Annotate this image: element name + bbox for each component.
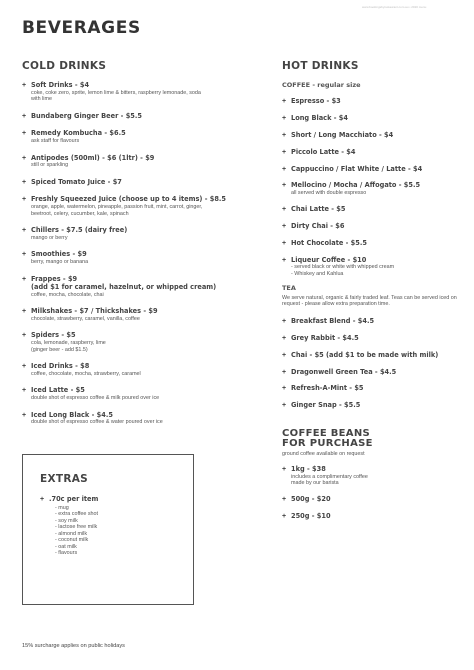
menu-item-name: Cappuccino / Flat White / Latte - $4 [291, 164, 423, 173]
tea-list [282, 317, 460, 410]
menu-item-name: Milkshakes - $7 / Thickshakes - $9 [31, 307, 158, 316]
menu-item [282, 97, 460, 106]
bullet-icon: + [22, 275, 27, 283]
page-title: BEVERAGES [22, 18, 141, 38]
menu-item-description: berry, mango or banana [31, 258, 89, 265]
menu-item-description: - Whiskey and Kahlua [291, 270, 344, 277]
menu-item-description: still or sparkling [31, 162, 69, 169]
bullet-icon: + [282, 385, 287, 393]
menu-item-description: ask staff for flavours [31, 137, 80, 144]
bullet-icon: + [22, 411, 27, 419]
menu-item [22, 362, 257, 377]
extras-list-item: - lactose free milk [55, 524, 98, 531]
bullet-icon: + [282, 351, 287, 359]
coffee-list [282, 97, 460, 277]
bullet-icon: + [22, 363, 27, 371]
menu-item-description: mango or berry [31, 234, 68, 241]
bullet-icon: + [282, 114, 287, 122]
menu-item-name: Hot Chocolate - $5.5 [291, 238, 367, 247]
bullet-icon: + [22, 251, 27, 259]
menu-item-name: Long Black - $4 [291, 113, 348, 122]
bullet-icon: + [22, 227, 27, 235]
menu-item [22, 275, 257, 299]
menu-item-name: Dragonwell Green Tea - $4.5 [291, 367, 397, 376]
menu-item-name: Freshly Squeezed Juice (choose up to 4 items) - $8.5 [31, 195, 227, 204]
cold-drinks-list [22, 81, 257, 426]
bullet-icon: + [282, 402, 287, 410]
menu-item-name: 250g - $10 [291, 511, 331, 520]
menu-item [282, 351, 460, 360]
bullet-icon: + [282, 131, 287, 139]
coffee-subheading: COFFEE - regular size [282, 81, 361, 89]
extras-heading: EXTRAS [40, 473, 89, 485]
menu-item [282, 222, 460, 231]
bullet-icon: + [40, 496, 45, 503]
bullet-icon: + [22, 112, 27, 120]
menu-item-description: beetroot, celery, cucumber, kale, spinach [31, 210, 129, 217]
menu-item-description: chocolate, strawberry, caramel, vanilla, coffee [31, 315, 140, 322]
menu-item-name: Iced Latte - $5 [31, 386, 85, 395]
menu-item [282, 148, 460, 157]
extras-list-item: - almond milk [55, 530, 88, 537]
menu-item [282, 334, 460, 343]
menu-item-name: Chai - $5 (add $1 to be made with milk) [291, 350, 439, 359]
menu-item [282, 368, 460, 377]
menu-item-name: Ginger Snap - $5.5 [291, 401, 361, 410]
menu-item-name: Mellocino / Mocha / Affogato - $5.5 [291, 181, 421, 190]
menu-item-description: includes a complimentary coffee [291, 473, 368, 480]
bullet-icon: + [22, 82, 27, 89]
menu-item [22, 195, 257, 217]
menu-item-name: Grey Rabbit - $4.5 [291, 333, 359, 342]
menu-item [282, 401, 460, 410]
bullet-icon: + [22, 332, 27, 340]
menu-item-name: Spiced Tomato Juice - $7 [31, 177, 122, 186]
bullet-icon: + [282, 256, 287, 264]
menu-item-name: Breakfast Blend - $4.5 [291, 316, 375, 325]
menu-item-name: Piccolo Latte - $4 [291, 147, 356, 156]
bullet-icon: + [282, 334, 287, 342]
menu-item-description: double shot of espresso coffee & water poured over ice [31, 419, 163, 426]
extras-list-item: - coconut milk [55, 537, 89, 544]
menu-item-description: orange, apple, watermelon, pineapple, passion fruit, mint, carrot, ginger, [31, 203, 203, 210]
bullet-icon: + [282, 182, 287, 190]
menu-item [22, 112, 257, 121]
bullet-icon: + [282, 98, 287, 105]
menu-item-name: Bundaberg Ginger Beer - $5.5 [31, 111, 142, 120]
bullet-icon: + [282, 148, 287, 156]
extras-item [40, 495, 190, 557]
menu-item [282, 114, 460, 123]
menu-item [22, 81, 257, 103]
menu-item [22, 411, 257, 426]
menu-item-name: Dirty Chai - $6 [291, 221, 345, 230]
header-note: www.bookingsbyrestaurant.com.au • 2020 menu [362, 5, 427, 9]
menu-item [282, 205, 460, 214]
bullet-icon: + [282, 368, 287, 376]
menu-item [282, 256, 460, 278]
menu-item-description: coke, coke zero, sprite, lemon lime & bitters, raspberry lemonade, soda [31, 89, 201, 96]
menu-item-description: all served with double espresso [291, 190, 367, 197]
menu-item-name: 500g - $20 [291, 495, 331, 503]
coffee-beans-section [282, 429, 460, 521]
extras-list-item: - oat milk [55, 543, 77, 550]
menu-item [282, 239, 460, 248]
extras-list-item: - mug [55, 504, 69, 511]
bullet-icon: + [282, 496, 287, 503]
tea-subheading: TEA [282, 283, 296, 292]
menu-item [22, 307, 257, 322]
menu-item-description: coffee, mocha, chocolate, chai [31, 291, 104, 298]
menu-item-description: cola, lemonade, raspberry, lime [31, 340, 106, 347]
menu-item-name: Iced Long Black - $4.5 [31, 410, 113, 419]
menu-item-name: Chillers - $7.5 (dairy free) [31, 226, 128, 235]
cold-drinks-heading: COLD DRINKS [22, 60, 107, 72]
bullet-icon: + [282, 239, 287, 247]
menu-item-description: coffee, chocolate, mocha, strawberry, caramel [31, 370, 141, 377]
extras-list [49, 505, 190, 557]
menu-item-description: - served black or white with whipped cream [291, 264, 395, 271]
extras-box [22, 454, 194, 605]
bullet-icon: + [282, 165, 287, 173]
bullet-icon: + [282, 317, 287, 325]
menu-item-description: (ginger beer - add $1.5) [31, 346, 88, 353]
bullet-icon: + [22, 178, 27, 186]
menu-item-name: Antipodes (500ml) - $6 (1ltr) - $9 [31, 153, 155, 162]
cold-drinks-section [22, 60, 257, 435]
menu-item [282, 465, 460, 487]
menu-item [22, 178, 257, 187]
menu-item-description: with lime [31, 96, 52, 103]
menu-item [22, 386, 257, 401]
coffee-beans-note: ground coffee available on request [282, 450, 365, 457]
menu-item-name-extra: (add $1 for caramel, hazelnut, or whipped cream) [31, 283, 217, 292]
bullet-icon: + [22, 308, 27, 316]
menu-item-name: Remedy Kombucha - $6.5 [31, 129, 126, 138]
menu-item [282, 131, 460, 140]
menu-item [282, 317, 460, 326]
menu-item-description: double shot of espresso coffee & milk poured over ice [31, 395, 160, 402]
bullet-icon: + [282, 205, 287, 213]
coffee-beans-heading-line2: FOR PURCHASE [282, 438, 373, 450]
extras-list-item: - extra coffee shot [55, 511, 99, 518]
menu-item [22, 226, 257, 241]
coffee-beans-heading-line1: COFFEE BEANS [282, 427, 371, 439]
bullet-icon: + [22, 130, 27, 138]
menu-item-name: Refresh-A-Mint - $5 [291, 384, 364, 393]
bullet-icon: + [282, 512, 287, 520]
bullet-icon: + [22, 387, 27, 395]
menu-item-name: Soft Drinks - $4 [31, 81, 90, 89]
menu-item [22, 331, 257, 353]
menu-item-name: Frappes - $9 [31, 274, 78, 283]
bullet-icon: + [22, 196, 27, 204]
menu-item [282, 495, 460, 504]
menu-item [22, 154, 257, 169]
footer-note: 15% surcharge applies on public holidays [22, 643, 125, 649]
menu-item [282, 512, 460, 521]
tea-note: We serve natural, organic & fairly traded leaf. Teas can be served iced on request - please allow extra preparation time. [282, 294, 457, 308]
menu-item [22, 129, 257, 144]
menu-item [282, 384, 460, 393]
coffee-beans-list [282, 465, 460, 521]
menu-item [282, 181, 460, 196]
extras-list-item: - soy milk [55, 517, 78, 524]
menu-item [282, 165, 460, 174]
menu-item-name: Liqueur Coffee - $10 [291, 255, 367, 264]
bullet-icon: + [22, 154, 27, 162]
menu-item-name: Iced Drinks - $8 [31, 362, 90, 371]
hot-drinks-section [282, 60, 460, 529]
menu-item-name: Espresso - $3 [291, 97, 341, 105]
menu-item-name: Smoothies - $9 [31, 250, 87, 259]
menu-item-name: Spiders - $5 [31, 331, 76, 340]
bullet-icon: + [282, 465, 287, 473]
bullet-icon: + [282, 222, 287, 230]
hot-drinks-heading: HOT DRINKS [282, 60, 359, 72]
menu-item-name: Chai Latte - $5 [291, 204, 346, 213]
extras-item-name: .70c per item [49, 495, 99, 503]
menu-item [22, 250, 257, 265]
menu-item-description: made by our barista [291, 480, 339, 487]
extras-list-item: - flavours [55, 550, 78, 557]
menu-item-name: Short / Long Macchiato - $4 [291, 130, 394, 139]
menu-item-name: 1kg - $38 [291, 464, 326, 473]
